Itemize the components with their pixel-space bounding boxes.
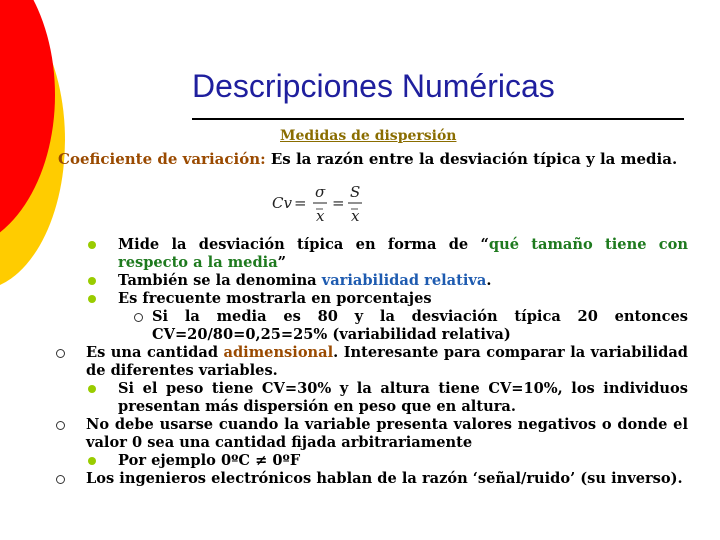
ring-bullet-icon bbox=[56, 421, 65, 430]
list-item: Por ejemplo 0ºC ≠ 0ºF bbox=[56, 452, 688, 470]
cv-formula bbox=[272, 182, 367, 224]
ring-bullet-icon bbox=[56, 475, 65, 484]
list-item: Los ingenieros electrónicos hablan de la razón ‘señal/ruido’ (su inverso). bbox=[56, 470, 688, 488]
list-item: Mide la desviación típica en forma de “qué tamaño tiene con respecto a la media” bbox=[56, 236, 688, 272]
formula-sigma: σ bbox=[315, 183, 326, 201]
formula-xbar-1: x bbox=[316, 207, 325, 224]
green-bullet-icon bbox=[88, 457, 96, 465]
decorative-red-circle bbox=[0, 0, 55, 250]
formula-lhs: Cv bbox=[272, 194, 292, 212]
title-underline bbox=[192, 118, 684, 120]
green-bullet-icon bbox=[88, 241, 96, 249]
bullet-list bbox=[56, 236, 688, 488]
list-item: Si el peso tiene CV=30% y la altura tiene CV=10%, los individuos presentan más dispersión en peso que en altura. bbox=[56, 380, 688, 416]
formula-xbar-2: x bbox=[351, 207, 360, 224]
highlight-brown: adimensional bbox=[223, 344, 334, 361]
formula-equals-2: = bbox=[332, 194, 345, 212]
list-item: No debe usarse cuando la variable presenta valores negativos o donde el valor 0 sea una cantidad fijada arbitrariamente bbox=[56, 416, 688, 452]
list-item: Si la media es 80 y la desviación típica 20 entonces CV=20/80=0,25=25% (variabilidad relativa) bbox=[56, 308, 688, 344]
highlight-blue: variabilidad relativa bbox=[321, 272, 487, 289]
ring-bullet-icon bbox=[56, 349, 65, 358]
definition-line bbox=[58, 150, 677, 168]
highlight-green: qué tamaño tiene con respecto a la media bbox=[118, 236, 688, 271]
list-item: Es frecuente mostrarla en porcentajes bbox=[56, 290, 688, 308]
green-bullet-icon bbox=[88, 295, 96, 303]
list-item: Es una cantidad adimensional. Interesante para comparar la variabilidad de diferentes variables. bbox=[56, 344, 688, 380]
formula-equals-1: = bbox=[294, 194, 307, 212]
definition-term: Coeficiente de variación: bbox=[58, 150, 266, 168]
formula-s: S bbox=[350, 183, 361, 201]
green-bullet-icon bbox=[88, 277, 96, 285]
definition-text: Es la razón entre la desviación típica y la media. bbox=[265, 150, 678, 168]
slide-title: Descripciones Numéricas bbox=[192, 68, 555, 104]
green-bullet-icon bbox=[88, 385, 96, 393]
section-subtitle: Medidas de dispersión bbox=[280, 128, 457, 144]
list-item: También se la denomina variabilidad relativa. bbox=[56, 272, 688, 290]
ring-bullet-icon bbox=[134, 313, 143, 322]
